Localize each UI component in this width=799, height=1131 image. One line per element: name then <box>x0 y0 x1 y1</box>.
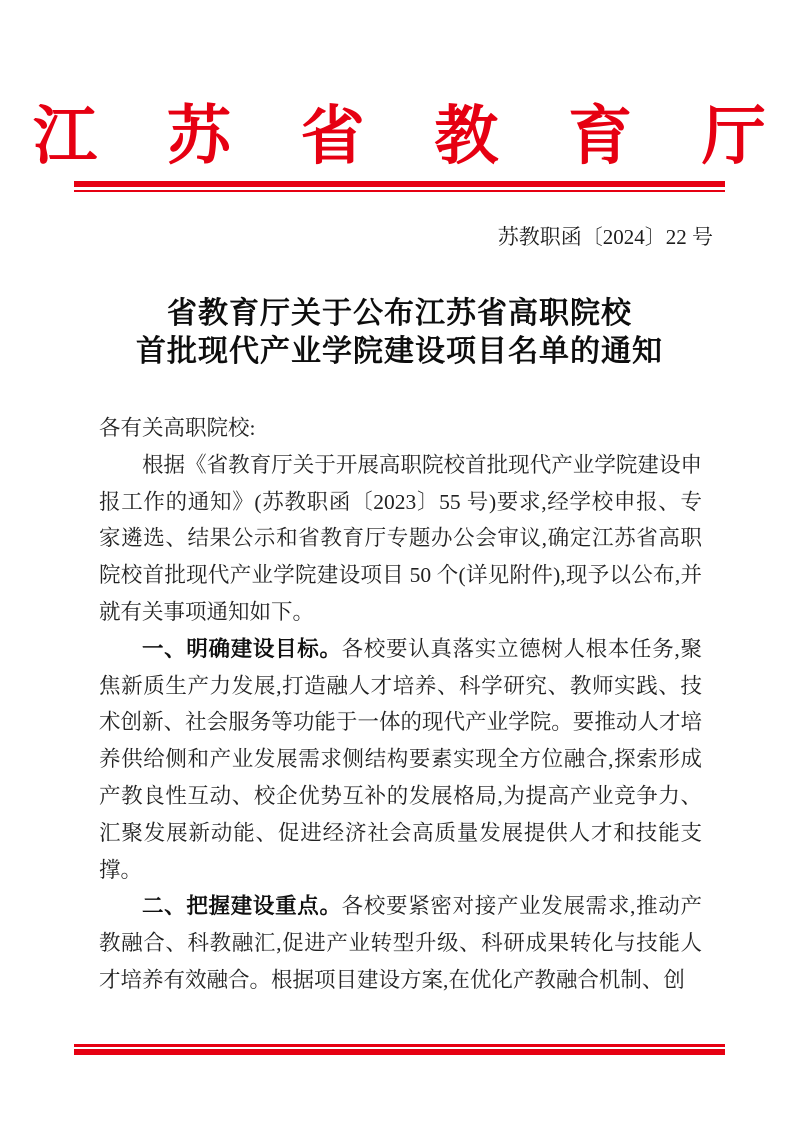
section-2-heading: 二、把握建设重点。 <box>142 894 342 919</box>
footer-divider <box>74 1044 725 1055</box>
paragraph-section-1 <box>99 631 702 889</box>
footer-divider-thick-line <box>74 1049 725 1055</box>
agency-masthead: 江 苏 省 教 育 厅 <box>33 101 793 172</box>
salutation: 各有关高职院校: <box>99 416 256 440</box>
section-1-heading: 一、明确建设目标。 <box>142 636 342 661</box>
document-title-line-1: 省教育厅关于公布江苏省高职院校 <box>167 297 632 330</box>
masthead-divider <box>74 181 725 192</box>
masthead-divider-thin-line <box>74 190 725 193</box>
document-title <box>0 295 799 371</box>
paragraph-intro: 根据《省教育厅关于开展高职院校首批现代产业学院建设申报工作的通知》(苏教职函〔2023〕55 号)要求,经学校申报、专家遴选、结果公示和省教育厅专题办公会审议,确定江苏省高职院校首批现代产业学院建设项目 50 个(详见附件),现予以公布,并就有关事项通知如下。 <box>99 452 702 624</box>
paragraph-section-2 <box>99 888 702 998</box>
section-1-text: 各校要认真落实立德树人根本任务,聚焦新质生产力发展,打造融人才培养、科学研究、教师实践、技术创新、社会服务等功能于一体的现代产业学院。要推动人才培养供给侧和产业发展需求侧结构要素实现全方位融合,探索形成产教良性互动、校企优势互补的发展格局,为提高产业竞争力、汇聚发展新动能、促进经济社会高质量发展提供人才和技能支撑。 <box>99 636 702 882</box>
document-number: 苏教职函〔2024〕22 号 <box>497 225 713 249</box>
section-2-text: 各校要紧密对接产业发展需求,推动产教融合、科教融汇,促进产业转型升级、科研成果转化与技能人才培养有效融合。根据项目建设方案,在优化产教融合机制、创 <box>99 894 702 992</box>
document-title-line-2: 首批现代产业学院建设项目名单的通知 <box>136 335 663 368</box>
document-body <box>99 410 702 999</box>
